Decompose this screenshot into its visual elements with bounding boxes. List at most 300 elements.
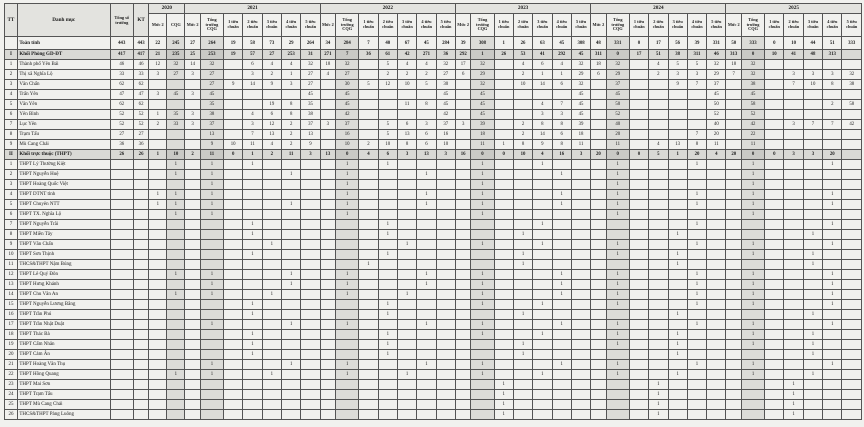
cell-2021-col-5: 2 (281, 130, 300, 140)
cell-2023-col-6 (571, 270, 590, 280)
cell-2022-col-0 (320, 390, 335, 400)
cell-2024-col-2 (629, 60, 648, 70)
cell-2022-col-0 (320, 140, 335, 150)
cell-2023-col-4: 1 (533, 70, 552, 80)
cell-2023-col-5 (552, 390, 571, 400)
cell-2023-col-3 (513, 400, 532, 410)
cell-2025-col-4 (803, 90, 822, 100)
cell-2024-col-0 (591, 350, 606, 360)
row-name: THPT Sơn Thịnh (17, 250, 110, 260)
row-kt: 443 (133, 37, 148, 50)
cell-2025-col-4 (803, 190, 822, 200)
cell-2020-cqg (167, 330, 185, 340)
cell-2022-col-3 (378, 390, 397, 400)
cell-2024-col-3 (649, 260, 668, 270)
cell-2022-col-0 (320, 250, 335, 260)
cell-2024-col-1: 1 (606, 240, 629, 250)
cell-2025-col-0 (726, 120, 741, 130)
row-kt (133, 160, 148, 170)
cell-2020-cqg: 235 (167, 50, 185, 60)
cell-2025-col-0 (726, 140, 741, 150)
cell-2024-col-6: 45 (707, 90, 726, 100)
cell-2023-col-3 (513, 180, 532, 190)
cell-2020-cqg (167, 250, 185, 260)
cell-2021-col-2 (224, 320, 243, 330)
cell-2024-col-4 (668, 390, 687, 400)
cell-2023-col-1: 1 (471, 330, 494, 340)
sub-2024-col-1: Tổng trường CQG (606, 14, 629, 37)
cell-2024-col-3 (649, 310, 668, 320)
cell-2023-col-0 (455, 410, 470, 420)
cell-2023-col-3 (513, 270, 532, 280)
cell-2022-col-6 (436, 300, 455, 310)
cell-2024-col-6 (707, 400, 726, 410)
cell-2024-col-3 (649, 330, 668, 340)
row-index: 8 (5, 130, 18, 140)
cell-2024-col-0 (591, 380, 606, 390)
cell-2021-col-0: 14 (185, 60, 200, 70)
cell-2024-col-5: 1 (687, 200, 706, 210)
cell-2022-col-2 (359, 270, 378, 280)
cell-2023-col-1 (471, 340, 494, 350)
cell-2022-col-6: 36 (436, 50, 455, 60)
cell-2025-col-3 (784, 130, 803, 140)
row-total-schools (110, 240, 133, 250)
cell-2021-col-5: 8 (281, 100, 300, 110)
row-name: THPT Mù Cang Chải (17, 400, 110, 410)
row-index: 26 (5, 410, 18, 420)
table-row (5, 80, 862, 90)
cell-2023-col-3 (513, 330, 532, 340)
cell-2024-col-0 (591, 110, 606, 120)
cell-2025-col-4 (803, 210, 822, 220)
cell-2022-col-1: 37 (336, 120, 359, 130)
row-index: 16 (5, 310, 18, 320)
cell-2024-col-6 (707, 350, 726, 360)
cell-2023-col-3: 1 (513, 230, 532, 240)
cell-2023-col-2 (494, 170, 513, 180)
cell-2022-col-6 (436, 400, 455, 410)
cell-2020-muc-2 (149, 140, 167, 150)
cell-2024-col-5: 8 (687, 140, 706, 150)
cell-2025-col-6 (842, 310, 862, 320)
cell-2023-col-5: 6 (552, 130, 571, 140)
cell-2023-col-1 (471, 400, 494, 410)
cell-2021-col-5 (281, 370, 300, 380)
row-name: THPT TX. Nghĩa Lộ (17, 210, 110, 220)
cell-2024-col-2 (629, 240, 648, 250)
cell-2025-col-2: 0 (765, 37, 784, 50)
cell-2021-col-2 (224, 360, 243, 370)
cell-2025-col-3 (784, 90, 803, 100)
cell-2022-col-1: 30 (336, 80, 359, 90)
cell-2025-col-2 (765, 140, 784, 150)
cell-2023-col-0 (455, 390, 470, 400)
cell-2024-col-3 (649, 190, 668, 200)
cell-2024-col-2 (629, 400, 648, 410)
cell-2024-col-4 (668, 200, 687, 210)
cell-2023-col-2 (494, 310, 513, 320)
cell-2021-col-3: 1 (243, 150, 262, 160)
cell-2025-col-1 (741, 380, 764, 390)
cell-2022-col-4 (397, 310, 416, 320)
cell-2020-cqg: 1 (167, 160, 185, 170)
cell-2020-cqg (167, 340, 185, 350)
cell-2022-col-2 (359, 200, 378, 210)
cell-2024-col-3 (649, 110, 668, 120)
cell-2025-col-5 (823, 180, 842, 190)
cell-2024-col-4 (668, 240, 687, 250)
cell-2022-col-2 (359, 120, 378, 130)
cell-2021-col-4 (262, 90, 281, 100)
cell-2023-col-6 (571, 290, 590, 300)
cell-2022-col-2 (359, 410, 378, 420)
document-page (4, 3, 862, 424)
cell-2021-col-3 (243, 400, 262, 410)
cell-2022-col-4: 2 (397, 70, 416, 80)
row-total-schools (110, 250, 133, 260)
cell-2024-col-6 (707, 310, 726, 320)
cell-2025-col-2 (765, 330, 784, 340)
cell-2023-col-1: 1 (471, 160, 494, 170)
cell-2023-col-0 (455, 280, 470, 290)
cell-2021-col-5: 8 (281, 110, 300, 120)
cell-2024-col-6 (707, 220, 726, 230)
row-index: 15 (5, 300, 18, 310)
cell-2021-col-5 (281, 240, 300, 250)
cell-2025-col-5: 8 (823, 80, 842, 90)
cell-2025-col-5: 1 (823, 160, 842, 170)
cell-2023-col-4 (533, 250, 552, 260)
cell-2023-col-0 (455, 370, 470, 380)
cell-2022-col-3 (378, 190, 397, 200)
cell-2023-col-1: 1 (471, 240, 494, 250)
cell-2021-col-4 (262, 340, 281, 350)
cell-2025-col-4 (803, 110, 822, 120)
cell-2021-col-5 (281, 90, 300, 100)
table-row (5, 260, 862, 270)
cell-2025-col-0 (726, 100, 741, 110)
cell-2024-col-0 (591, 140, 606, 150)
cell-2025-col-1 (741, 230, 764, 240)
row-kt: 52 (133, 110, 148, 120)
cell-2025-col-1: 1 (741, 280, 764, 290)
cell-2021-col-2 (224, 330, 243, 340)
cell-2021-col-3: 1 (243, 350, 262, 360)
cell-2023-col-2 (494, 120, 513, 130)
cell-2022-col-5 (417, 210, 436, 220)
cell-2020-cqg (167, 310, 185, 320)
cell-2024-col-2 (629, 200, 648, 210)
cell-2020-muc-2 (149, 160, 167, 170)
cell-2025-col-2 (765, 120, 784, 130)
cell-2021-col-2 (224, 120, 243, 130)
cell-2021-col-5 (281, 210, 300, 220)
cell-2022-col-0 (320, 260, 335, 270)
cell-2021-col-5: 4 (281, 60, 300, 70)
cell-2020-muc-2 (149, 210, 167, 220)
cell-2025-col-5: 1 (823, 200, 842, 210)
cell-2025-col-4: 10 (803, 80, 822, 90)
sub-2022-col-2: 1 tiêu chuẩn (359, 14, 378, 37)
row-index: 17 (5, 320, 18, 330)
cell-2022-col-0 (320, 330, 335, 340)
row-name: THPT Chu Văn An (17, 290, 110, 300)
table-header (5, 4, 862, 37)
cell-2022-col-4 (397, 360, 416, 370)
cell-2021-col-6 (301, 290, 320, 300)
row-kt: 62 (133, 100, 148, 110)
cell-2022-col-4 (397, 220, 416, 230)
cell-2022-col-5 (417, 340, 436, 350)
cell-2025-col-6 (842, 250, 862, 260)
cell-2022-col-5 (417, 390, 436, 400)
cell-2022-col-6 (436, 320, 455, 330)
cell-2022-col-1: 1 (336, 290, 359, 300)
cell-2023-col-5 (552, 90, 571, 100)
cell-2022-col-4 (397, 250, 416, 260)
row-index: 7 (5, 120, 18, 130)
cell-2025-col-5 (823, 210, 842, 220)
cell-2023-col-3 (513, 100, 532, 110)
cell-2023-col-4: 1 (533, 330, 552, 340)
cell-2023-col-3 (513, 160, 532, 170)
cell-2021-col-5 (281, 310, 300, 320)
cell-2024-col-3 (649, 210, 668, 220)
cell-2024-col-4: 5 (668, 60, 687, 70)
cell-2022-col-1: 32 (336, 60, 359, 70)
cell-2021-col-2 (224, 310, 243, 320)
cell-2025-col-3 (784, 340, 803, 350)
cell-2023-col-4: 4 (533, 150, 552, 160)
row-kt (133, 330, 148, 340)
cell-2024-col-5 (687, 180, 706, 190)
cell-2025-col-4 (803, 290, 822, 300)
cell-2024-col-4 (668, 410, 687, 420)
row-total-schools (110, 160, 133, 170)
cell-2021-col-3: 7 (243, 130, 262, 140)
sub-2021-col-2: 1 tiêu chuẩn (224, 14, 243, 37)
cell-2024-col-6 (707, 370, 726, 380)
cell-2021-col-5 (281, 380, 300, 390)
cell-2024-col-2 (629, 390, 648, 400)
cell-2023-col-0 (455, 110, 470, 120)
cell-2024-col-1: 1 (606, 300, 629, 310)
cell-2024-col-6: 37 (707, 80, 726, 90)
cell-2021-col-2 (224, 220, 243, 230)
cell-2022-col-0 (320, 180, 335, 190)
cell-2021-col-2 (224, 130, 243, 140)
cell-2022-col-3: 1 (378, 250, 397, 260)
cell-2024-col-6 (707, 180, 726, 190)
cell-2024-col-0 (591, 80, 606, 90)
cell-2022-col-3 (378, 180, 397, 190)
cell-2023-col-6 (571, 170, 590, 180)
cell-2025-col-0: 7 (726, 70, 741, 80)
cell-2025-col-3: 3 (784, 150, 803, 160)
cell-2025-col-0 (726, 210, 741, 220)
cell-2022-col-2 (359, 110, 378, 120)
cell-2021-col-2 (224, 160, 243, 170)
cell-2021-col-3 (243, 280, 262, 290)
cell-2023-col-3: 8 (513, 140, 532, 150)
cell-2025-col-2 (765, 300, 784, 310)
cell-2025-col-0 (726, 350, 741, 360)
cell-2021-col-0 (185, 290, 200, 300)
cell-2021-col-3 (243, 210, 262, 220)
cell-2022-col-4 (397, 410, 416, 420)
cell-2021-col-0 (185, 370, 200, 380)
cell-2025-col-3: 1 (784, 400, 803, 410)
cell-2021-col-4 (262, 190, 281, 200)
cell-2025-col-2 (765, 390, 784, 400)
cell-2020-muc-2: 12 (149, 60, 167, 70)
row-kt: 27 (133, 130, 148, 140)
cell-2021-col-4: 12 (262, 120, 281, 130)
cell-2020-muc-2: 1 (149, 110, 167, 120)
cell-2024-col-4 (668, 170, 687, 180)
cell-2025-col-2 (765, 260, 784, 270)
cell-2023-col-0 (455, 170, 470, 180)
cell-2020-muc-2: 21 (149, 50, 167, 60)
cell-2021-col-4: 1 (262, 290, 281, 300)
table-row (5, 320, 862, 330)
cell-2025-col-1: 1 (741, 180, 764, 190)
cell-2022-col-1 (336, 330, 359, 340)
cell-2025-col-0 (726, 310, 741, 320)
cell-2023-col-6 (571, 230, 590, 240)
cell-2025-col-0 (726, 170, 741, 180)
cell-2022-col-3: 1 (378, 330, 397, 340)
cell-2022-col-1: 1 (336, 170, 359, 180)
cell-2024-col-1: 1 (606, 210, 629, 220)
cell-2021-col-3: 1 (243, 300, 262, 310)
cell-2021-col-2 (224, 60, 243, 70)
cell-2024-col-5 (687, 110, 706, 120)
cell-2020-muc-2 (149, 100, 167, 110)
cell-2022-col-2 (359, 70, 378, 80)
cell-2022-col-6 (436, 250, 455, 260)
cell-2025-col-3 (784, 320, 803, 330)
cell-2023-col-3 (513, 370, 532, 380)
cell-2020-muc-2 (149, 290, 167, 300)
cell-2024-col-5: 1 (687, 270, 706, 280)
cell-2023-col-2 (494, 100, 513, 110)
cell-2024-col-0 (591, 210, 606, 220)
cell-2022-col-5: 1 (417, 320, 436, 330)
row-total-schools (110, 370, 133, 380)
table-row (5, 380, 862, 390)
cell-2022-col-3: 12 (378, 80, 397, 90)
cell-2024-col-0 (591, 330, 606, 340)
row-index: 18 (5, 330, 18, 340)
row-name: Văn Yên (17, 100, 110, 110)
row-index: 8 (5, 230, 18, 240)
cell-2023-col-3: 10 (513, 150, 532, 160)
cell-2020-muc-2 (149, 410, 167, 420)
row-name: THPT Nguyễn Huệ (17, 170, 110, 180)
cell-2021-col-6: 9 (301, 140, 320, 150)
cell-2022-col-1: 1 (336, 160, 359, 170)
cell-2024-col-4 (668, 220, 687, 230)
cell-2025-col-0: 18 (726, 60, 741, 70)
cell-2023-col-4 (533, 230, 552, 240)
cell-2022-col-4 (397, 230, 416, 240)
cell-2023-col-2 (494, 260, 513, 270)
cell-2021-col-0 (185, 400, 200, 410)
cell-2022-col-3: 6 (378, 150, 397, 160)
cell-2024-col-3: 51 (649, 50, 668, 60)
cell-2023-col-4: 1 (533, 240, 552, 250)
cell-2024-col-4: 1 (668, 150, 687, 160)
cell-2024-col-1 (606, 310, 629, 320)
cell-2025-col-5 (823, 380, 842, 390)
cell-2021-col-4 (262, 220, 281, 230)
cell-2025-col-4 (803, 60, 822, 70)
cell-2021-col-5 (281, 290, 300, 300)
cell-2021-col-5 (281, 340, 300, 350)
table-row (5, 240, 862, 250)
row-name: THPT DTNT tỉnh (17, 190, 110, 200)
cell-2021-col-4 (262, 400, 281, 410)
row-index: 4 (5, 90, 18, 100)
cell-2023-col-5 (552, 410, 571, 420)
cell-2025-col-4 (803, 280, 822, 290)
cell-2025-col-4: 1 (803, 260, 822, 270)
cell-2023-col-5: 4 (552, 60, 571, 70)
row-total-schools: 36 (110, 140, 133, 150)
cell-2022-col-6 (436, 340, 455, 350)
cell-2021-col-3: 14 (243, 80, 262, 90)
cell-2023-col-1: 32 (471, 60, 494, 70)
cell-2021-col-4 (262, 380, 281, 390)
cell-2022-col-3: 5 (378, 120, 397, 130)
cell-2021-col-3: 6 (243, 60, 262, 70)
row-name: THPT Hoàng Văn Thụ (17, 360, 110, 370)
cell-2021-col-0: 3 (185, 70, 200, 80)
cell-2024-col-1: 1 (606, 200, 629, 210)
cell-2023-col-3 (513, 410, 532, 420)
cell-2024-col-6 (707, 200, 726, 210)
row-total-schools (110, 170, 133, 180)
cell-2023-col-6 (571, 340, 590, 350)
cell-2022-col-4 (397, 190, 416, 200)
cell-2021-col-2 (224, 290, 243, 300)
cell-2021-col-4 (262, 330, 281, 340)
cell-2025-col-3 (784, 180, 803, 190)
cell-2023-col-1: 1 (471, 270, 494, 280)
cell-2022-col-6 (436, 360, 455, 370)
table-row (5, 90, 862, 100)
cell-2022-col-6: 16 (436, 130, 455, 140)
cell-2023-col-5 (552, 340, 571, 350)
sub-2025-col-3: 2 tiêu chuẩn (784, 14, 803, 37)
cell-2021-col-6 (301, 230, 320, 240)
cell-2022-col-3 (378, 270, 397, 280)
row-index: 25 (5, 400, 18, 410)
cell-2021-col-3: 1 (243, 310, 262, 320)
sub-2025-col-4: 3 tiêu chuẩn (803, 14, 822, 37)
cell-2023-col-2 (494, 370, 513, 380)
cell-2024-col-2 (629, 260, 648, 270)
cell-2023-col-3: 2 (513, 120, 532, 130)
table-row (5, 370, 862, 380)
cell-2023-col-5: 7 (552, 100, 571, 110)
cell-2024-col-0 (591, 280, 606, 290)
cell-2020-cqg: 1 (167, 170, 185, 180)
cell-2021-col-1: 1 (200, 320, 223, 330)
cell-2024-col-0 (591, 290, 606, 300)
